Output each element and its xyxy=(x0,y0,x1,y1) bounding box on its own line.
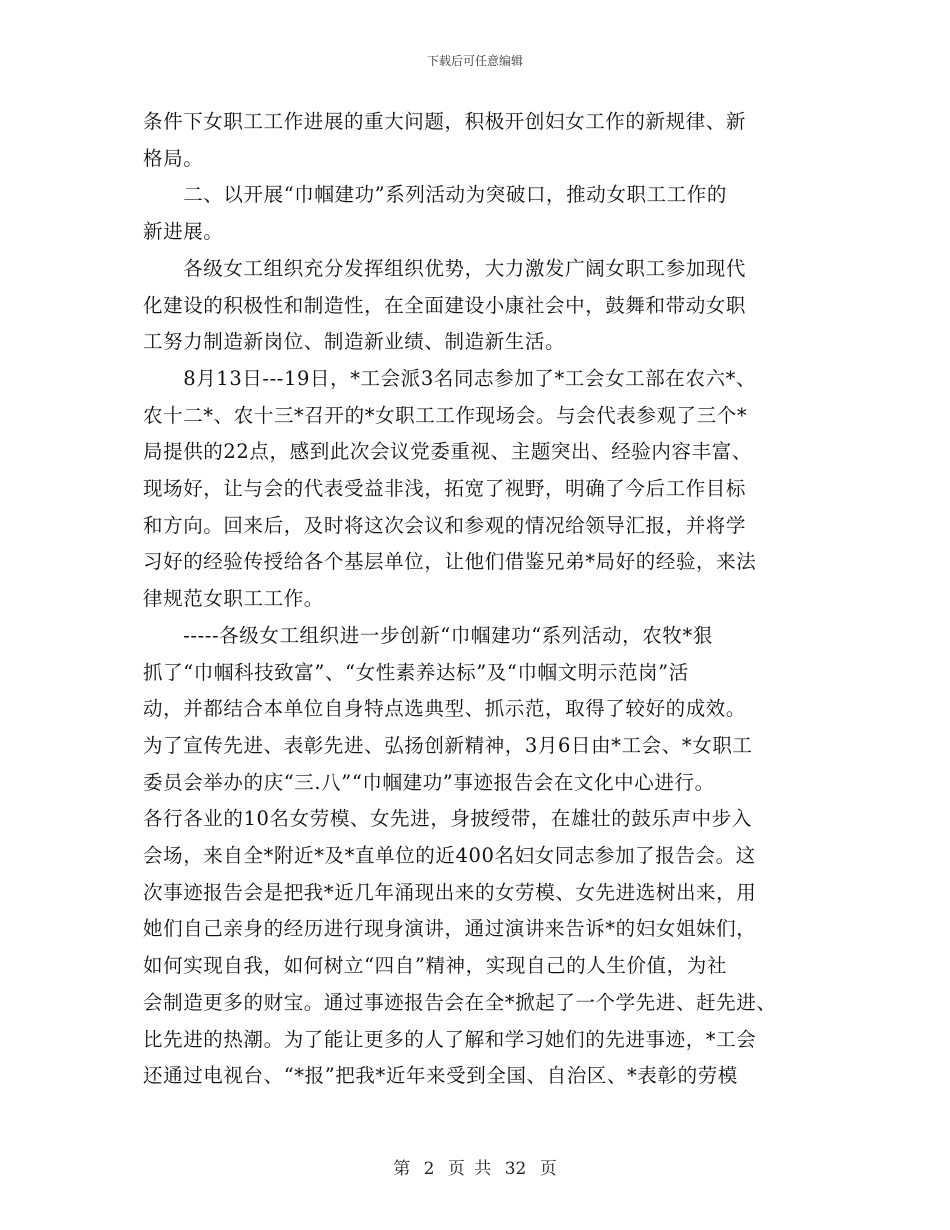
text-line: -----各级女工组织进一步创新“巾帼建功“系列活动，农牧*狠 xyxy=(143,623,713,647)
footer-page-number: 2 xyxy=(423,1159,435,1179)
text-line: 各级女工组织充分发挥组织优势，大力激发广阔女职工参加现代 xyxy=(143,256,747,280)
text-line: 工努力制造新岗位、制造新业绩、制造新生活。 xyxy=(143,330,566,354)
text-line: 她们自己亲身的经历进行现身演讲，通过演讲来告诉*的妇女姐妹们， xyxy=(143,917,757,941)
text-line: 比先进的热潮。为了能让更多的人了解和学习她们的先进事迹，*工会 xyxy=(143,1027,757,1051)
text-line: 农十二*、农十三*召开的*女职工工作现场会。与会代表参观了三个* xyxy=(143,403,748,427)
text-line: 抓了“巾帼科技致富”、“女性素养达标”及“巾帼文明示范岗”活 xyxy=(143,660,689,684)
footer-suffix: 页 xyxy=(539,1159,557,1179)
text-line: 还通过电视台、“*报”把我*近年来受到全国、自治区、*表彰的劳模 xyxy=(143,1064,738,1088)
text-line: 次事迹报告会是把我*近几年涌现出来的女劳模、女先进选树出来，用 xyxy=(143,880,757,904)
page-header: 下载后可任意编辑 xyxy=(426,54,523,68)
text-line: 格局。 xyxy=(143,146,204,170)
text-line: 现场好，让与会的代表受益非浅，拓宽了视野，明确了今后工作目标 xyxy=(143,477,747,501)
text-line: 律规范女职工工作。 xyxy=(143,587,324,611)
text-line: 会制造更多的财宝。通过事迹报告会在全*掀起了一个学先进、赶先进、 xyxy=(143,990,777,1014)
text-line: 为了宣传先进、表彰先进、弘扬创新精神，3月6日由*工会、*女职工 xyxy=(143,733,753,757)
footer-middle: 页 共 xyxy=(447,1159,492,1179)
text-line: 会场，来自全*附近*及*直单位的近400名妇女同志参加了报告会。这 xyxy=(143,844,756,868)
text-line: 新进展。 xyxy=(143,220,224,244)
text-line: 委员会举办的庆“三.八”“巾帼建功”事迹报告会在文化中心进行。 xyxy=(143,770,715,794)
text-line: 局提供的22点，感到此次会议党委重视、主题突出、经验内容丰富、 xyxy=(143,440,752,464)
text-line: 条件下女职工工作进展的重大问题，积极开创妇女工作的新规律、新 xyxy=(143,110,747,133)
document-body xyxy=(143,104,823,1095)
text-line: 化建设的积极性和制造性，在全面建设小康社会中，鼓舞和带动女职 xyxy=(143,293,747,317)
page-footer xyxy=(0,1154,950,1179)
text-line: 习好的经验传授给各个基层单位，让他们借鉴兄弟*局好的经验，来法 xyxy=(143,550,757,574)
footer-prefix: 第 xyxy=(393,1159,411,1179)
text-line: 动，并都结合本单位自身特点选典型、抓示范，取得了较好的成效。 xyxy=(143,697,747,721)
text-line: 如何实现自我，如何树立“四自”精神，实现自己的人生价值，为社 xyxy=(143,954,727,978)
text-line: 二、以开展“巾帼建功”系列活动为突破口，推动女职工工作的 xyxy=(143,183,727,207)
text-line: 8月13日---19日，*工会派3名同志参加了*工会女工部在农六*、 xyxy=(143,366,757,390)
footer-total-pages: 32 xyxy=(504,1159,527,1179)
text-line: 各行各业的10名女劳模、女先进，身披绶带，在雄壮的鼓乐声中步入 xyxy=(143,807,752,831)
text-line: 和方向。回来后，及时将这次会议和参观的情况给领导汇报，并将学 xyxy=(143,513,747,537)
